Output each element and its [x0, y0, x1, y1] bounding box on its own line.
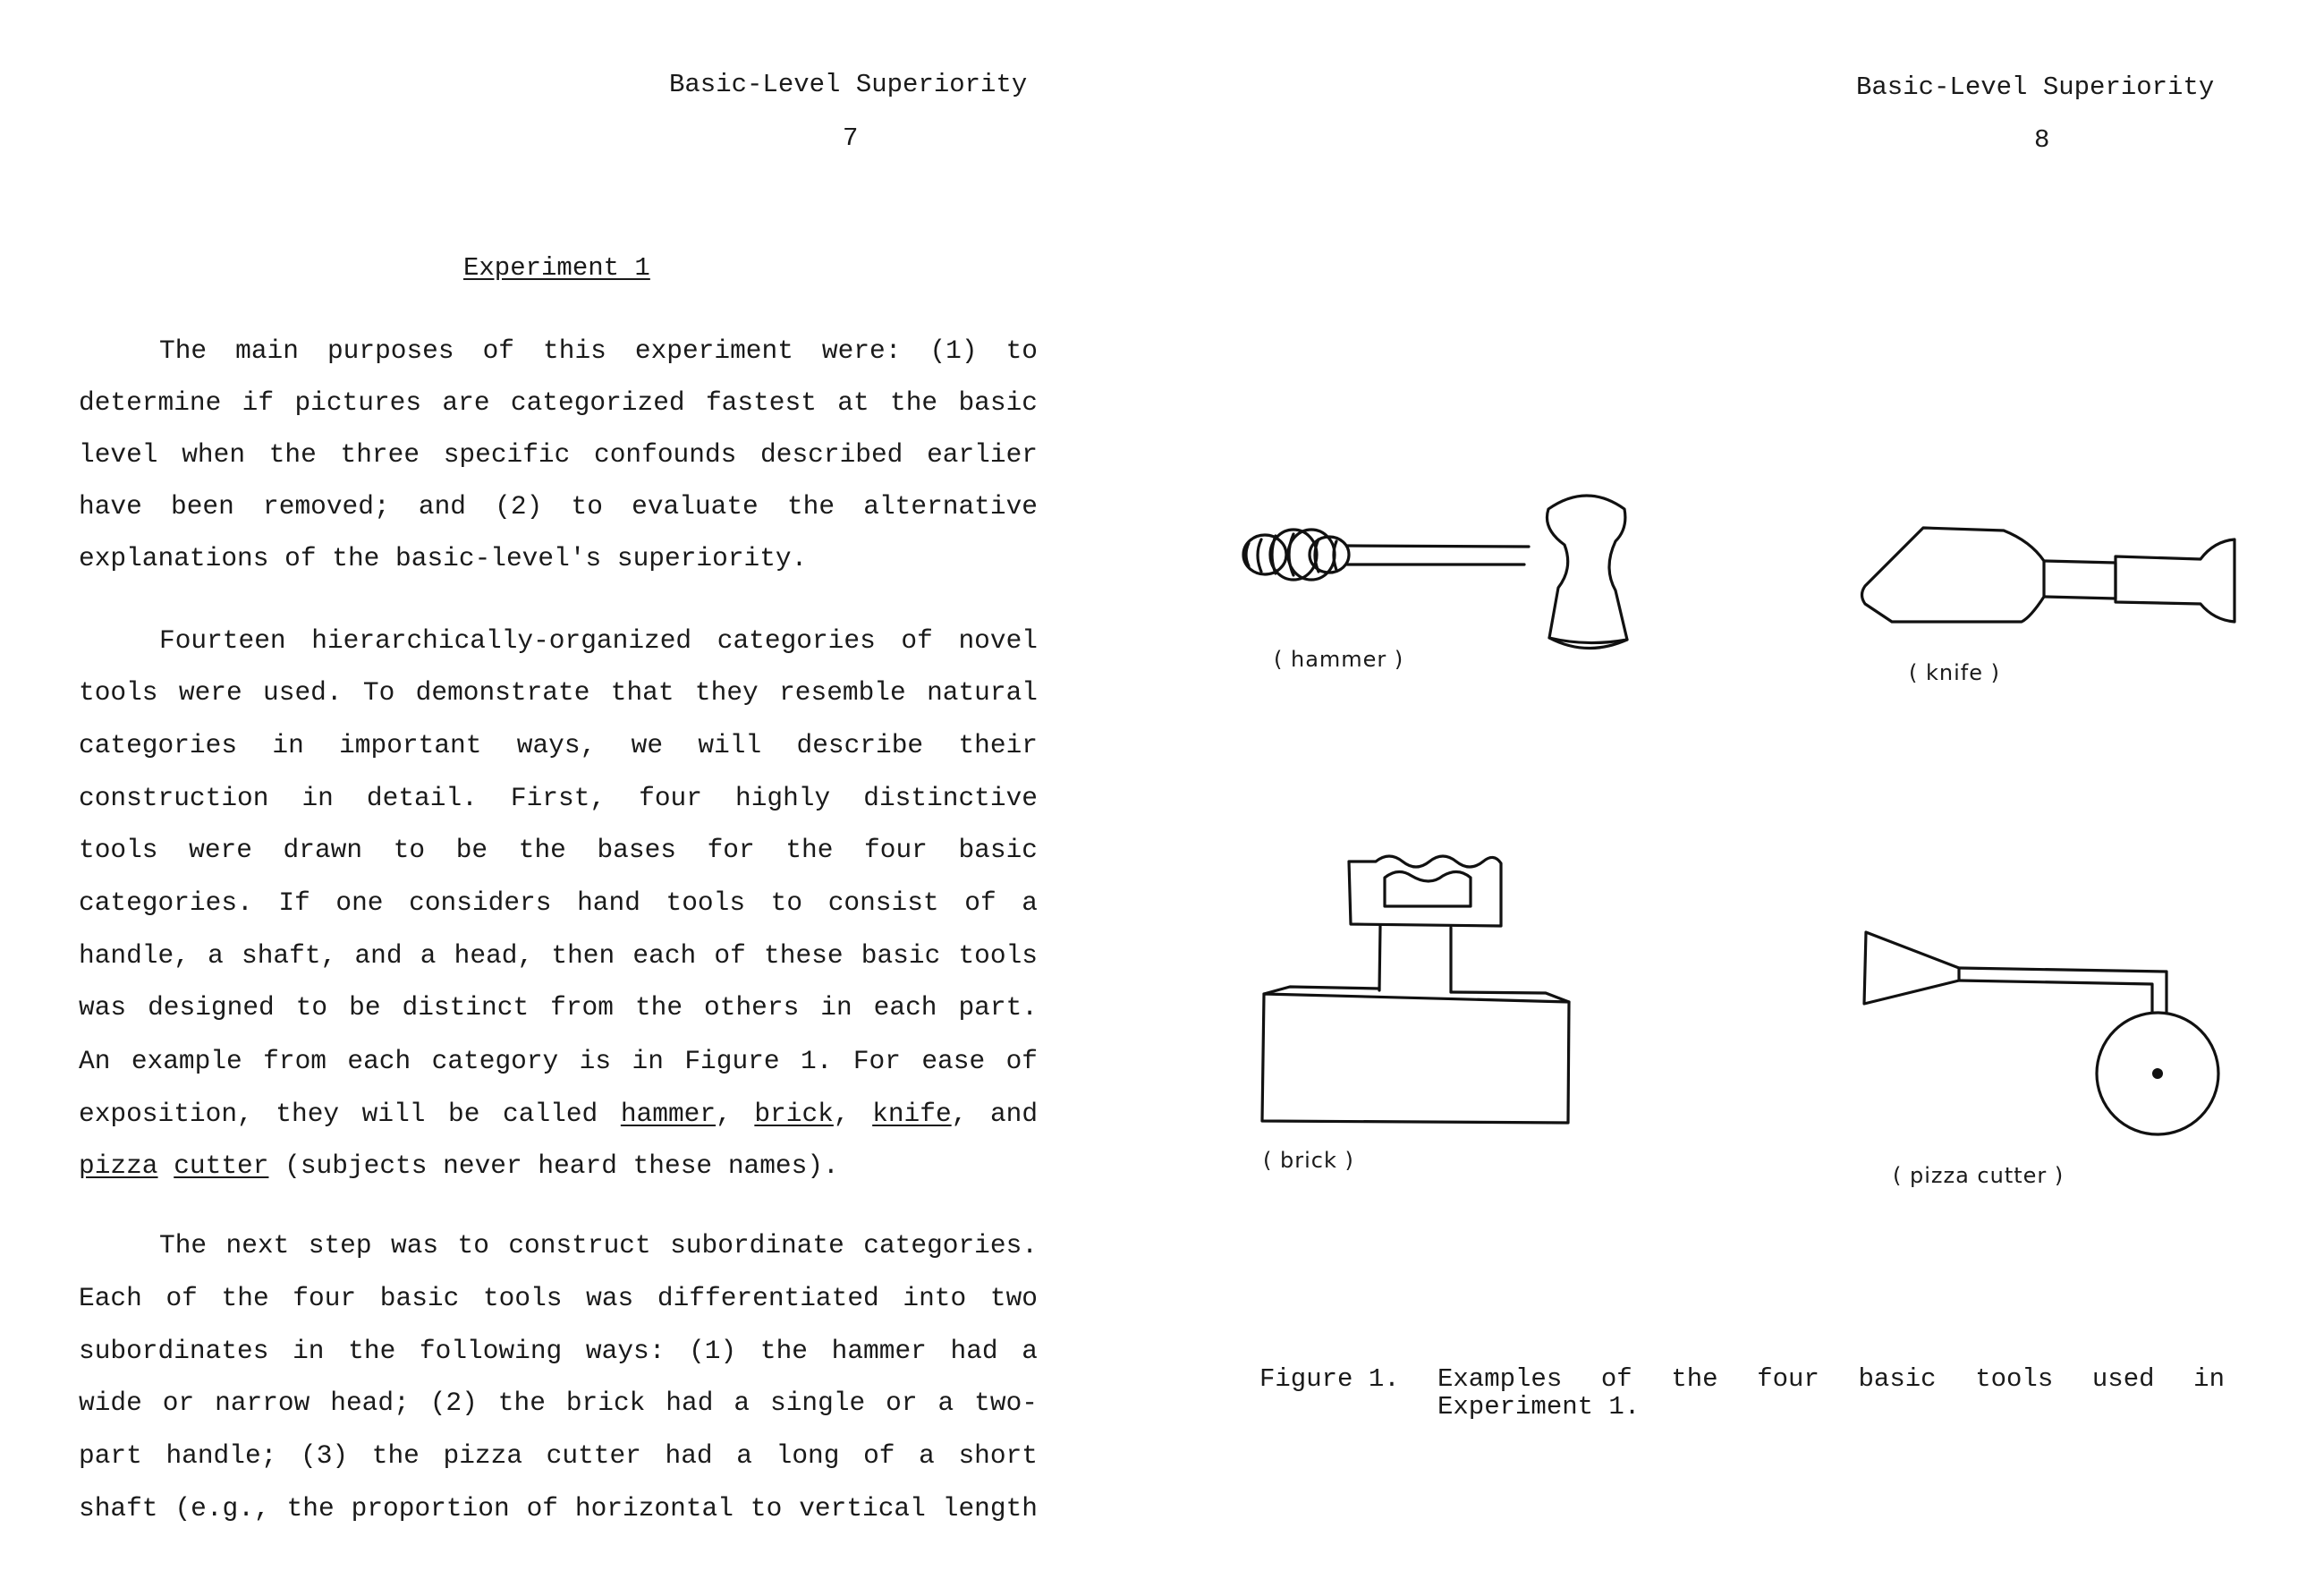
text-line: categories in important ways, we will describe their: [79, 730, 1038, 760]
running-head: Basic-Level Superiority: [669, 70, 1028, 99]
term-pizza: pizza: [79, 1150, 158, 1181]
text-line: The next step was to construct subordinate categories.: [159, 1230, 1038, 1261]
figure-caption-line-2: Experiment 1.: [1437, 1392, 1641, 1422]
term-cutter: cutter: [174, 1150, 269, 1181]
running-head: Basic-Level Superiority: [1856, 72, 2215, 102]
term-hammer: hammer: [620, 1099, 717, 1129]
text-fragment: exposition, they will be called: [79, 1099, 598, 1129]
text-line: part handle; (3) the pizza cutter had a long of a short: [79, 1440, 1038, 1471]
pizza-cutter-illustration: [1853, 921, 2229, 1145]
text-line: The main purposes of this experiment were: (1) to: [159, 335, 1038, 366]
figure-label-knife: ( knife ): [1909, 660, 2000, 685]
text-line: tools were drawn to be the bases for the four basic: [79, 835, 1038, 865]
page-number: 7: [843, 123, 859, 153]
page-8: [1158, 0, 2315, 1596]
text-fragment: (subjects never heard these names).: [284, 1150, 839, 1181]
text-line: subordinates in the following ways: (1) the hammer had a: [79, 1336, 1038, 1366]
section-title: Experiment 1: [463, 253, 650, 283]
text-line: Fourteen hierarchically-organized categories of novel: [159, 625, 1038, 656]
text-line: handle, a shaft, and a head, then each of these basic tools: [79, 940, 1038, 971]
text-line: was designed to be distinct from the others in each part.: [79, 992, 1038, 1023]
text-line: construction in detail. First, four highly distinctive: [79, 783, 1038, 813]
text-line: have been removed; and (2) to evaluate the alternative: [79, 491, 1038, 522]
brick-illustration: [1259, 854, 1581, 1123]
text-line: wide or narrow head; (2) the brick had a single or a two-: [79, 1388, 1038, 1418]
text-line-with-terms: exposition, they will be called hammer, brick, knife, and: [79, 1099, 1039, 1129]
term-brick: brick: [754, 1099, 834, 1129]
text-line: explanations of the basic-level's superiority.: [79, 543, 808, 573]
page-number: 8: [2034, 125, 2050, 155]
figure-caption-line-1: Examples of the four basic tools used in: [1437, 1364, 2225, 1394]
text-line: shaft (e.g., the proportion of horizontal to vertical length: [79, 1493, 1038, 1524]
text-line-with-terms: [79, 1148, 1038, 1184]
text-fragment: and: [989, 1099, 1039, 1129]
text-line: Each of the four basic tools was differentiated into two: [79, 1283, 1038, 1313]
figure-caption-label: Figure 1.: [1259, 1364, 1400, 1394]
hammer-illustration: [1229, 488, 1649, 666]
text-line: determine if pictures are categorized fastest at the basic: [79, 387, 1038, 418]
term-knife: knife: [872, 1099, 952, 1129]
figure-label-pizza-cutter: ( pizza cutter ): [1893, 1163, 2065, 1188]
text-line: An example from each category is in Figure 1. For ease of: [79, 1046, 1038, 1076]
knife-illustration: [1861, 514, 2254, 658]
text-line: categories. If one considers hand tools to consist of a: [79, 887, 1038, 918]
text-line: level when the three specific confounds described earlier: [79, 439, 1038, 470]
text-line: tools were used. To demonstrate that they resemble natural: [79, 677, 1038, 708]
figure-label-hammer: ( hammer ): [1274, 647, 1404, 672]
figure-label-brick: ( brick ): [1263, 1148, 1354, 1173]
